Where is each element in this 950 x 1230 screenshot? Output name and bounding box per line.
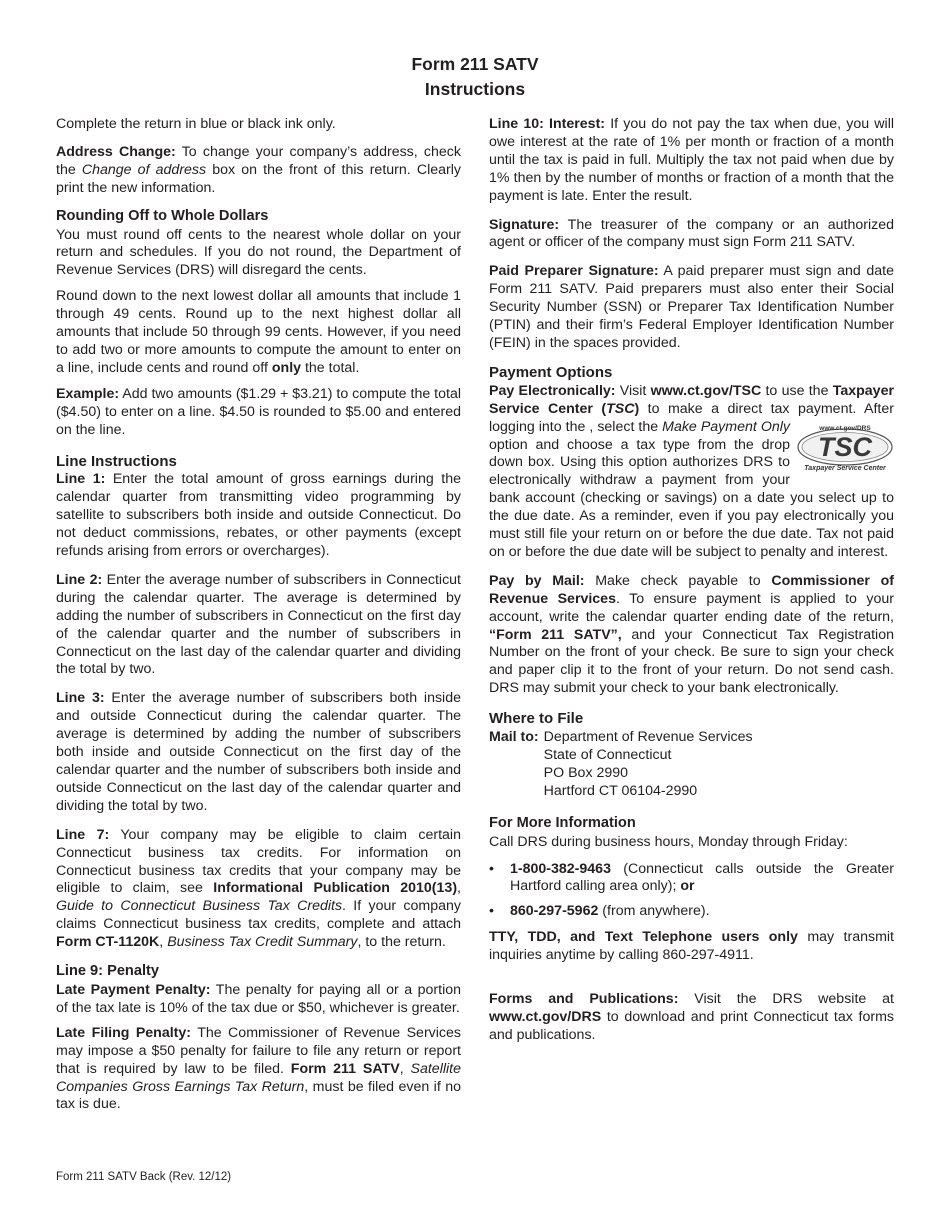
pay-by-mail-text-2: . To ensure payment is applied to your account, write the calendar quarter ending date of the return,: [489, 590, 894, 625]
mailing-address: [489, 729, 894, 801]
line-1-paragraph: [56, 471, 461, 561]
tsc-logo-icon: [796, 421, 894, 473]
address-change-text: To change your company’s address, check the: [56, 143, 461, 178]
tty-text: may transmit inquiries anytime by calling 860-297-4911.: [489, 929, 894, 964]
pay-by-mail-paragraph: [489, 573, 894, 698]
late-filing-text-3: , must be filed even if no tax is due.: [56, 1078, 461, 1113]
late-payment-text: The penalty for paying all or a portion of the tax late is 10% of the tax due or $50, whichever is greater.: [56, 981, 461, 1016]
toll-free-phone: 1-800-382-9463: [510, 860, 611, 877]
pay-electronically-text: Visit: [615, 382, 651, 399]
line-2-paragraph: [56, 572, 461, 679]
tsc-logo-url: www.ct.gov/DRS: [819, 424, 871, 432]
signature-text: The treasurer of the company or an authorized agent or officer of the company must sign Form 211 SATV.: [489, 216, 894, 251]
tsc-paren: ): [634, 400, 640, 417]
make-payment-only-option: Make Payment Only: [662, 418, 790, 435]
form-footer: Form 211 SATV Back (Rev. 12/12): [56, 1171, 232, 1183]
right-column: [489, 116, 894, 1055]
rounding-paragraph-2: [56, 288, 461, 378]
tty-label: TTY, TDD, and Text Telephone users only: [489, 929, 798, 946]
line-3-paragraph: [56, 690, 461, 815]
rounding-heading: Rounding Off to Whole Dollars: [56, 207, 269, 224]
late-filing-return-title: Satellite Companies Gross Earnings Tax Return: [56, 1060, 461, 1095]
toll-free-note: (Connecticut calls outside the Greater Hartford calling area only);: [510, 860, 894, 895]
drs-url-link[interactable]: www.ct.gov/DRS: [489, 1008, 602, 1025]
line-3-text: Enter the average number of subscribers both inside and outside Connecticut during the calendar quarter. The average is determined by adding the number of subscribers both inside and outside Connecticut on the first day of the calendar quarter and the number of subscribers both inside and outside Connecticut on the last day of the calendar quarter and dividing the total by two.: [56, 690, 461, 814]
pay-electronically-text-2: to use the: [761, 382, 833, 399]
line-7-text: Your company may be eligible to claim certain Connecticut business tax credits. For information on Connecticut business tax credits that your company may be eligible to claim, see: [56, 826, 461, 897]
preparer-text: A paid preparer must sign and date Form 211 SATV. Paid preparers must also enter their Social Security Number (SSN) or Preparer Tax Identification Number (PTIN) and their firm’s Federal Employer Identification Number (FEIN) in the spaces provided.: [489, 263, 894, 351]
line-3-label: Line 3:: [56, 690, 105, 707]
late-payment-paragraph: [56, 982, 461, 1018]
rounding-only: only: [271, 359, 302, 376]
phone-list: [489, 861, 894, 922]
tsc-url-link[interactable]: www.ct.gov/TSC: [650, 382, 762, 399]
late-payment-label: Late Payment Penalty:: [56, 981, 211, 998]
pay-by-mail-text-3: and your Connecticut Tax Registration Number on the front of your check. Be sure to sign your check and paper clip it to the front of your return. Do not send cash. DRS may submit your check to your bank electronically.: [489, 626, 894, 697]
line-1-label: Line 1:: [56, 471, 106, 488]
pay-by-mail-text: Make check payable to: [584, 572, 772, 589]
line-7-publication: Informational Publication 2010(13): [213, 880, 458, 897]
tsc-name: Taxpayer Service Center (: [489, 382, 894, 417]
forms-publications-text-2: to download and print Connecticut tax forms and publications.: [489, 1008, 894, 1043]
late-filing-label: Late Filing Penalty:: [56, 1024, 192, 1041]
tsc-logo-caption: Taxpayer Service Center: [804, 464, 886, 472]
line-7-form: Form CT-1120K: [56, 934, 160, 951]
preparer-paragraph: [489, 263, 894, 353]
pay-electronically-paragraph: [489, 383, 894, 562]
line-9-heading: Line 9: Penalty: [56, 963, 159, 980]
line-7-summary-title: Business Tax Credit Summary: [167, 934, 358, 951]
address-change-box-name: Change of address: [81, 161, 207, 178]
rounding-paragraph-1: You must round off cents to the nearest whole dollar on your return and schedules. If you do not round, the Department of Revenue Services (DRS) will disregard the cents.: [56, 226, 461, 279]
left-column: [56, 116, 461, 1124]
line-7-guide-title: Guide to Connecticut Business Tax Credits: [56, 898, 343, 915]
list-item: [489, 861, 894, 897]
rounding-text: Round down to the next lowest dollar all amounts that include 1 through 49 cents. Round up to the next highest dollar all amounts that include 50 through 99 cents. However, if you need to add two or more amounts to compute the amount to enter on a line, include cents and round off: [56, 288, 461, 376]
more-information-heading: For More Information: [489, 814, 636, 831]
payee-name: Commissioner of Revenue Services: [489, 572, 894, 607]
form-reference: “Form 211 SATV”,: [489, 626, 622, 643]
line-7-paragraph: [56, 827, 461, 952]
rounding-text-end: the total.: [301, 359, 360, 376]
line-2-label: Line 2:: [56, 571, 103, 588]
line-1-text: Enter the total amount of gross earnings during the calendar quarter from transmitting video programming by satellite to subscribers both inside and outside Connecticut. Do not deduct commissions, rebates, or other payments (except refunds arising from errors or overcharges).: [56, 471, 461, 560]
pay-electronically-text-5: option and choose a tax type from the drop down box. Using this option authorizes DRS to electronically withdraw a payment from your bank account (checking or savings) on a date you select up to the due date. As a reminder, even if you pay electronically you must still file your return on or before the due date. Tax not paid on or before the due date will be subject to penalty and interest.: [489, 436, 894, 560]
tty-paragraph: [489, 929, 894, 965]
direct-phone: 860-297-5962: [510, 903, 599, 920]
forms-publications-paragraph: [489, 991, 894, 1045]
line-7-text-5: , to the return.: [357, 934, 446, 951]
late-filing-form: Form 211 SATV: [290, 1060, 400, 1077]
late-filing-paragraph: [56, 1025, 461, 1115]
address-change-paragraph: [56, 144, 461, 198]
late-filing-text: The Commissioner of Revenue Services may impose a $50 penalty for failure to file any return or report that is required by law to be filed.: [56, 1024, 461, 1077]
list-item: [489, 903, 894, 921]
tsc-logo-text: TSC: [818, 431, 872, 462]
signature-paragraph: [489, 217, 894, 253]
example-label: Example:: [56, 385, 120, 402]
address-line-2: State of Connecticut: [543, 747, 672, 763]
forms-publications-text: Visit the DRS website at: [678, 991, 894, 1008]
signature-label: Signature:: [489, 216, 560, 233]
line-10-text: If you do not pay the tax when due, you will owe interest at the rate of 1% per month or fraction of a month until the tax is paid in full. Multiply the tax not paid when due by 1% then by the number of months or fraction of a month that the payment is late. Enter the result.: [489, 116, 895, 204]
more-information-intro: Call DRS during business hours, Monday through Friday:: [489, 833, 848, 850]
address-line-1: Department of Revenue Services: [543, 729, 753, 746]
preparer-label: Paid Preparer Signature:: [489, 263, 659, 280]
line-7-text-2: ,: [457, 880, 461, 897]
form-subtitle: Instructions: [424, 79, 526, 99]
line-7-text-4: ,: [159, 934, 168, 951]
address-change-label: Address Change:: [56, 143, 176, 160]
example-paragraph: [56, 386, 461, 440]
line-10-label: Line 10: Interest:: [489, 116, 606, 132]
tsc-abbrev: TSC: [606, 400, 635, 417]
address-line-3: PO Box 2990: [543, 764, 629, 781]
line-2-text: Enter the average number of subscribers in Connecticut during the calendar quarter. The average is determined by adding the number of subscribers in Connecticut on the first day of the calendar quarter and the number of subscribers in Connecticut on the last day of the calendar quarter and dividing the total by two.: [56, 571, 461, 678]
address-change-text-2: box on the front of this return. Clearly print the new information.: [56, 161, 461, 196]
or-word: or: [680, 878, 695, 895]
line-7-text-3: . If your company claims Connecticut business tax credits, complete and attach: [56, 898, 461, 933]
pay-electronically-text-4: , select the: [589, 418, 663, 435]
late-filing-text-2: ,: [399, 1060, 411, 1077]
form-title: Form 211 SATV: [411, 54, 539, 74]
direct-phone-note: (from anywhere).: [598, 903, 710, 920]
address-line-4: Hartford CT 06104-2990: [543, 782, 698, 799]
example-text: Add two amounts ($1.29 + $3.21) to compute the total ($4.50) to enter on a line. $4.50 is rounded to $5.00 and entered on the line.: [56, 385, 461, 438]
pay-electronically-label: Pay Electronically:: [489, 382, 616, 399]
pay-electronically-text-3: to make a direct tax payment. After logging into the: [489, 400, 894, 435]
forms-publications-label: Forms and Publications:: [489, 991, 679, 1008]
ink-instruction: Complete the return in blue or black ink only.: [56, 116, 336, 132]
line-instructions-heading: Line Instructions: [56, 452, 177, 470]
mail-to-label: Mail to:: [489, 729, 539, 746]
payment-options-heading: Payment Options: [489, 363, 613, 381]
pay-by-mail-label: Pay by Mail:: [489, 572, 585, 589]
line-7-label: Line 7:: [56, 826, 110, 843]
line-10-paragraph: [489, 116, 894, 206]
where-to-file-heading: Where to File: [489, 710, 584, 728]
